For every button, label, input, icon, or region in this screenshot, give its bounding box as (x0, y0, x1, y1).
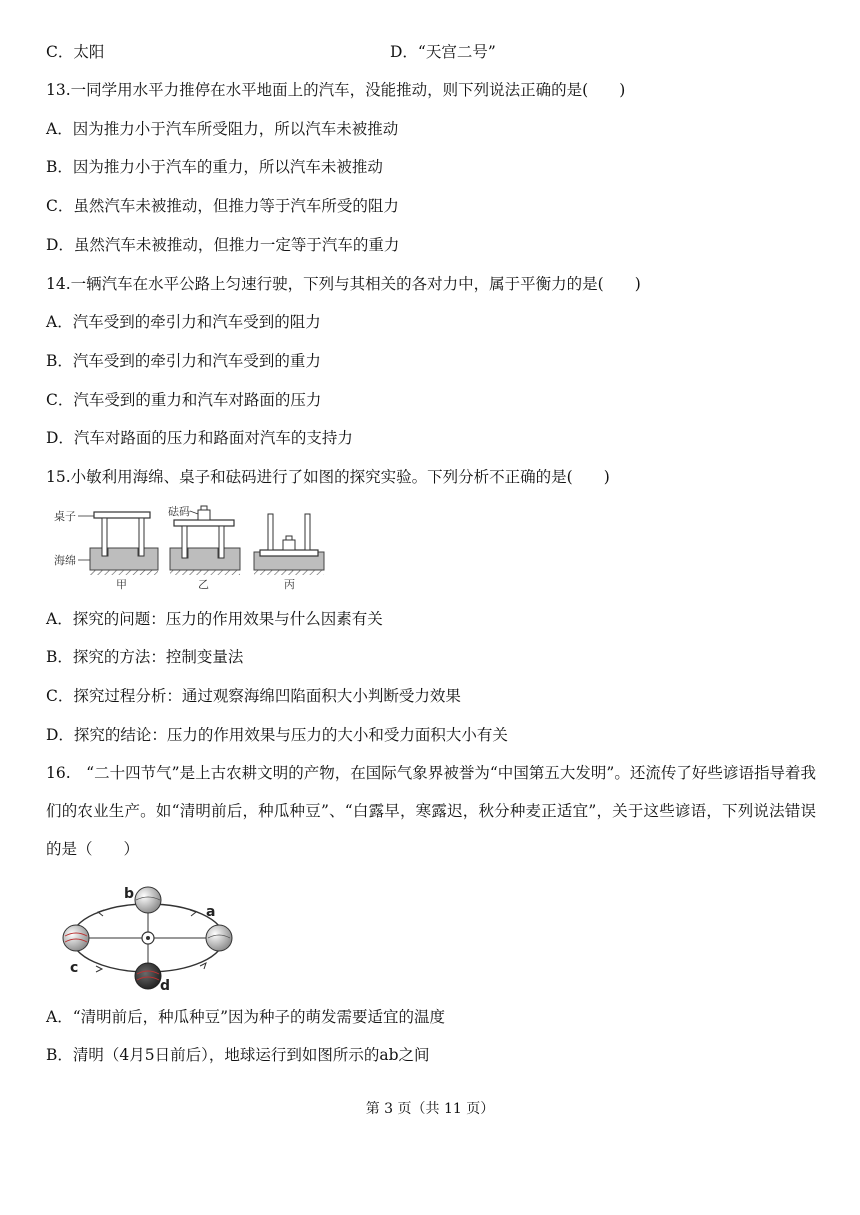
q13-option-a: A．因为推力小于汽车所受阻力，所以汽车未被推动 (46, 120, 399, 138)
q14-option-d: D．汽车对路面的压力和路面对汽车的支持力 (46, 429, 353, 447)
orbit-label-d: d (160, 978, 171, 992)
label-a: 甲 (116, 578, 127, 590)
q14-stem: 14.一辆汽车在水平公路上匀速行驶，下列与其相关的各对力中，属于平衡力的是( ) (46, 275, 641, 293)
q14-option-a: A．汽车受到的牵引力和汽车受到的阻力 (46, 313, 321, 331)
page-footer: 第 3 页（共 11 页） (365, 1101, 495, 1117)
q16-orbit-figure (54, 880, 254, 992)
setup-c (254, 514, 324, 575)
label-b: 乙 (198, 578, 209, 590)
q14-option-c: C．汽车受到的重力和汽车对路面的压力 (46, 391, 322, 409)
q12-option-c: C．太阳 (46, 43, 105, 61)
label-sponge: 海绵 (54, 554, 76, 567)
q13-stem: 13.一同学用水平力推停在水平地面上的汽车，没能推动，则下列说法正确的是( ) (46, 81, 626, 99)
earth-c-icon (63, 925, 89, 951)
earth-a-icon (206, 925, 232, 951)
q15-option-d: D．探究的结论：压力的作用效果与压力的大小和受力面积大小有关 (46, 726, 508, 744)
q15-figure (52, 500, 327, 590)
q15-option-b: B．探究的方法：控制变量法 (46, 648, 244, 666)
orbit-arrow-icon (96, 966, 102, 972)
q16-option-a: A．“清明前后，种瓜种豆”因为种子的萌发需要适宜的温度 (46, 1008, 446, 1026)
earth-d-icon (135, 963, 161, 989)
q13-option-d: D．虽然汽车未被推动，但推力一定等于汽车的重力 (46, 236, 400, 254)
label-weight: 砝码 (168, 505, 190, 518)
q16-stem: 16. “二十四节气”是上古农耕文明的产物，在国际气象界被誉为“中国第五大发明”。还流传了好些谚语指导着我们的农业生产。如“清明前后，种瓜种豆”、“白露早，寒露迟，秋分种麦正适宜”，关于这些谚语，下列说法错误的是（ ） (46, 764, 816, 858)
setup-a (90, 512, 158, 575)
earth-b-icon (135, 887, 161, 913)
q15-option-c: C．探究过程分析：通过观察海绵凹陷面积大小判断受力效果 (46, 687, 461, 705)
q16-option-b: B．清明（4月5日前后），地球运行到如图所示的ab之间 (46, 1046, 430, 1064)
q15-option-a: A．探究的问题：压力的作用效果与什么因素有关 (46, 610, 383, 628)
orbit-label-b: b (124, 886, 135, 902)
q13-option-c: C．虽然汽车未被推动，但推力等于汽车所受的阻力 (46, 197, 399, 215)
label-c: 丙 (284, 578, 295, 590)
q15-stem: 15.小敏利用海绵、桌子和砝码进行了如图的探究实验。下列分析不正确的是( ) (46, 468, 610, 486)
orbit-label-c: c (70, 960, 79, 976)
orbit-arrow-icon (200, 963, 206, 969)
label-table: 桌子 (54, 510, 76, 523)
q12-option-d: D．“天宫二号” (390, 43, 496, 61)
orbit-label-a: a (206, 904, 216, 920)
q13-option-b: B．因为推力小于汽车的重力，所以汽车未被推动 (46, 158, 383, 176)
q14-option-b: B．汽车受到的牵引力和汽车受到的重力 (46, 352, 321, 370)
